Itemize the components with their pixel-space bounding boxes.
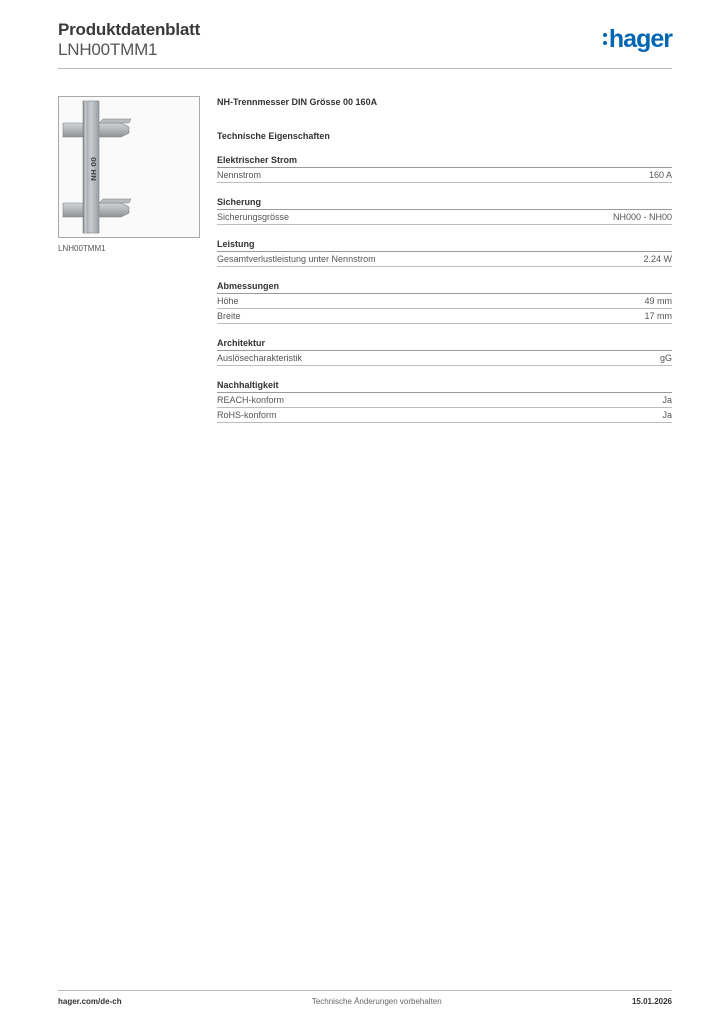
spec-label: Höhe xyxy=(217,296,239,306)
blade-marking: 00 HN xyxy=(89,157,97,181)
group-sicherung xyxy=(217,196,672,225)
spec-row xyxy=(217,309,672,324)
spec-value: 17 mm xyxy=(644,311,672,321)
spec-value: gG xyxy=(659,353,672,363)
group-architektur xyxy=(217,337,672,366)
spec-value: 160 A xyxy=(648,170,672,180)
spec-row xyxy=(217,351,672,366)
group-leistung xyxy=(217,238,672,267)
footer-url-link[interactable]: hager.com/de-ch xyxy=(58,997,122,1006)
fuse-link-blade-illustration xyxy=(59,97,199,237)
footer-date: 15.01.2026 xyxy=(631,997,672,1006)
group-title: Abmessungen xyxy=(217,280,672,294)
spec-row xyxy=(217,210,672,225)
spec-value: NH000 - NH00 xyxy=(612,212,672,222)
group-title: Sicherung xyxy=(217,196,672,210)
section-heading: Technische Eigenschaften xyxy=(217,131,330,141)
group-elektrischer-strom xyxy=(217,154,672,183)
spec-label: Breite xyxy=(217,311,241,321)
spec-row xyxy=(217,393,672,408)
spec-label: Nennstrom xyxy=(217,170,262,180)
spec-label: REACH-konform xyxy=(217,395,285,405)
spec-value: 2.24 W xyxy=(643,254,672,264)
group-title: Architektur xyxy=(217,337,672,351)
page-header xyxy=(58,20,672,60)
spec-value: 49 mm xyxy=(644,296,672,306)
group-title: Nachhaltigkeit xyxy=(217,379,672,393)
header-divider xyxy=(58,68,672,69)
product-details xyxy=(217,96,672,423)
document-title: Produktdatenblatt xyxy=(58,20,201,39)
logo-text: hager xyxy=(608,25,672,53)
spec-label: Auslösecharakteristik xyxy=(217,353,303,363)
image-caption: LNH00TMM1 xyxy=(58,244,106,253)
spec-row xyxy=(217,408,672,423)
group-nachhaltigkeit xyxy=(217,379,672,423)
spec-label: Gesamtverlustleistung unter Nennstrom xyxy=(217,254,376,264)
group-title: Leistung xyxy=(217,238,672,252)
group-abmessungen xyxy=(217,280,672,324)
logo-dots-icon xyxy=(603,31,607,47)
footer-note: Technische Änderungen vorbehalten xyxy=(311,997,442,1006)
spec-label: Sicherungsgrösse xyxy=(217,212,290,222)
group-title: Elektrischer Strom xyxy=(217,154,672,168)
spec-value: Ja xyxy=(662,410,672,420)
product-image xyxy=(58,96,200,238)
spec-value: Ja xyxy=(662,395,672,405)
spec-row xyxy=(217,252,672,267)
product-name: NH-Trennmesser DIN Grösse 00 160A xyxy=(217,97,378,107)
hager-logo xyxy=(603,26,672,52)
document-subtitle: LNH00TMM1 xyxy=(58,40,158,59)
spec-row xyxy=(217,168,672,183)
spec-label: RoHS-konform xyxy=(217,410,277,420)
spec-row xyxy=(217,294,672,309)
page-footer xyxy=(58,990,672,1006)
